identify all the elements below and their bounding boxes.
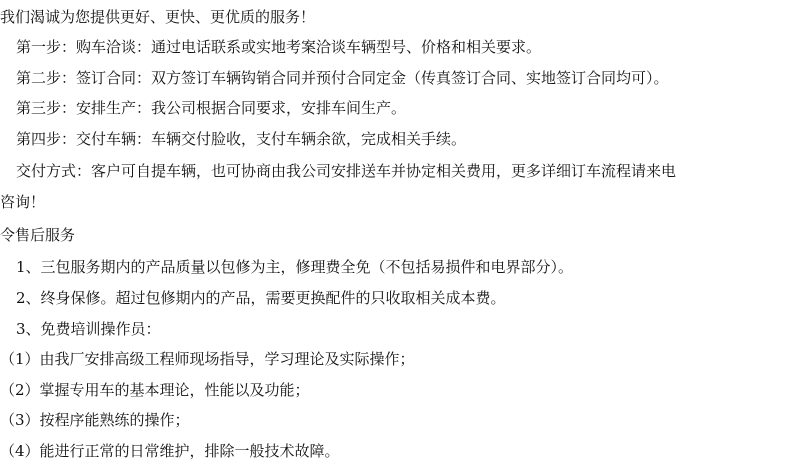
after-sales-item-3: 3、免费培训操作员： <box>16 320 161 338</box>
delivery-line-2: 咨询！ <box>0 193 46 211</box>
delivery-line-1: 交付方式：客户可自提车辆，也可协商由我公司安排送车并协定相关费用，更多详细订车流程请来电 <box>16 162 677 180</box>
step-4-line: 第四步：交付车辆：车辆交付脸收，支付车辆余欲，完成相关手续。 <box>16 130 467 148</box>
training-item-4: （4）能进行正常的日常维护，排除一般技术故障。 <box>0 442 340 460</box>
intro-line: 我们渴诚为您提供更好、更快、更优质的服务！ <box>0 8 316 26</box>
training-item-2: （2）掌握专用车的基本理论，性能以及功能； <box>0 381 310 399</box>
after-sales-item-2: 2、终身保修。超过包修期内的产品，需要更换配件的只收取相关成本费。 <box>16 289 506 307</box>
step-3-line: 第三步：安排生产：我公司根据合同要求，安排车间生产。 <box>16 99 407 117</box>
training-item-3: （3）按程序能熟练的操作； <box>0 411 190 429</box>
step-1-line: 第一步：购车洽谈：通过电话联系或实地考案洽谈车辆型号、价格和相关要求。 <box>16 38 542 56</box>
step-2-line: 第二步：签订合同：双方签订车辆钩销合同并预付合同定金（传真签订合同、实地签订合同均可）。 <box>16 69 669 87</box>
training-item-1: （1）由我厂安排高级工程师现场指导，学习理论及实际操作； <box>0 350 415 368</box>
after-sales-item-1: 1、三包服务期内的产品质量以包修为主，修理费全免（不包括易损件和电界部分）。 <box>16 258 574 276</box>
after-sales-title: 令售后服务 <box>0 226 76 244</box>
